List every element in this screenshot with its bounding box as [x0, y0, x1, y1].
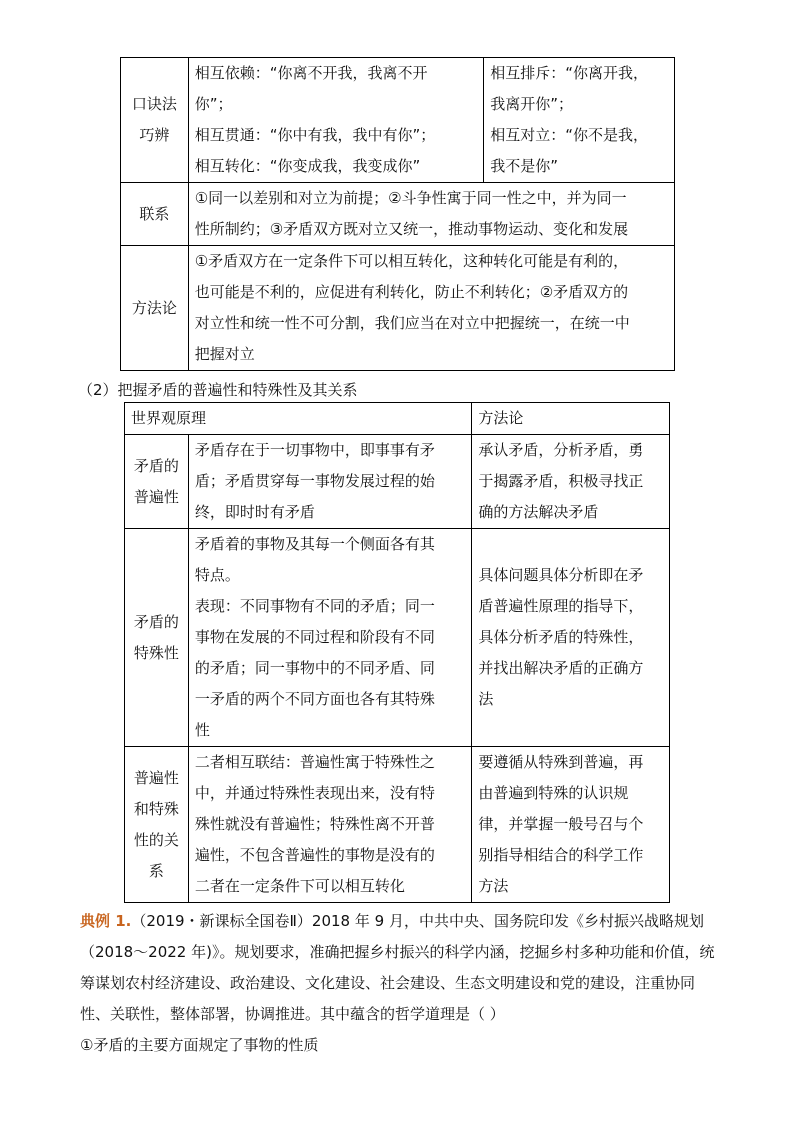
cell-line: 性	[194, 721, 210, 739]
cell-line: 的矛盾；同一事物中的不同矛盾、同	[194, 659, 435, 677]
contradiction-table	[120, 57, 675, 371]
cell-line: 我不是你”	[490, 157, 559, 175]
example-line: （2018～2022 年)》。规划要求，准确把握乡村振兴的科学内涵，挖掘乡村多种功能和价值，统	[80, 943, 715, 961]
cell-line: ①矛盾双方在一定条件下可以相互转化，这种转化可能是有利的，	[194, 252, 629, 270]
example-line: 性、关联性，整体部署，协调推进。其中蕴含的哲学道理是（ ）	[80, 1005, 505, 1023]
example-question	[80, 906, 720, 1061]
table-header-row	[125, 403, 670, 435]
section-heading: （2）把握矛盾的普遍性和特殊性及其关系	[78, 381, 358, 399]
label-line: 特殊性	[133, 643, 179, 662]
cell-line: 方法	[478, 877, 509, 895]
cell-line: 也可能是不利的，应促进有利转化，防止不利转化；②矛盾双方的	[194, 283, 629, 301]
cell-line: 确的方法解决矛盾	[478, 503, 599, 521]
cell-line: 遍性，不包含普遍性的事物是没有的	[194, 846, 435, 864]
row-label	[121, 58, 189, 183]
cell-line: 相互对立：“你不是我，	[490, 126, 649, 144]
cell-line: 相互转化：“你变成我，我变成你”	[194, 157, 421, 175]
universality-particularity-table	[124, 402, 670, 903]
method-cell	[472, 747, 670, 903]
method-cell	[472, 529, 670, 747]
option-line: ①矛盾的主要方面规定了事物的性质	[80, 1036, 319, 1054]
label-line: 系	[148, 861, 164, 880]
table-row	[121, 183, 675, 246]
method-cell	[472, 435, 670, 529]
cell-line: ①同一以差别和对立为前提；②斗争性寓于同一性之中，并为同一	[194, 189, 627, 207]
cell-line: 相互贯通：“你中有我，我中有你”；	[194, 126, 436, 144]
cell-line: 把握对立	[194, 345, 255, 363]
cell-line: 由普遍到特殊的认识规	[478, 784, 629, 802]
methodology-cell	[188, 246, 674, 371]
cell-line: 法	[478, 690, 494, 708]
cell-line: 我离开你”；	[490, 95, 574, 113]
column-header: 方法论	[472, 403, 670, 435]
example-label: 典例 1.	[80, 912, 132, 930]
relation-cell	[188, 183, 674, 246]
example-line: 筹谋划农村经济建设、政治建设、文化建设、社会建设、生态文明建设和党的建设，注重协同	[80, 974, 696, 992]
row-label	[125, 529, 189, 747]
column-header: 世界观原理	[125, 403, 472, 435]
cell-line: 你”；	[194, 95, 233, 113]
cell-line: 相互依赖：“你离不开我，我离不开	[194, 64, 428, 82]
cell-line: 二者相互联结：普遍性寓于特殊性之	[194, 753, 435, 771]
label-line: 性的关	[133, 830, 179, 849]
cell-line: 相互排斥：“你离开我，	[490, 64, 649, 82]
cell-line: 承认矛盾，分析矛盾，勇	[478, 441, 644, 459]
cell-line: 性所制约；③矛盾双方既对立又统一，推动事物运动、变化和发展	[194, 220, 629, 238]
cell-line: 事物在发展的不同过程和阶段有不同	[194, 628, 435, 646]
principle-cell	[188, 435, 471, 529]
cell-line: 具体分析矛盾的特殊性，	[478, 628, 644, 646]
cell-line: 具体问题具体分析即在矛	[478, 566, 644, 584]
label-line: 口诀法	[131, 95, 177, 113]
row-label	[121, 246, 189, 371]
cell-line: 中，并通过特殊性表现出来，没有特	[194, 784, 435, 802]
table-row	[121, 246, 675, 371]
cell-line: 表现：不同事物有不同的矛盾；同一	[194, 597, 435, 615]
cell-line: 别指导相结合的科学工作	[478, 846, 644, 864]
cell-line: 盾普遍性原理的指导下，	[478, 597, 644, 615]
label-line: 联系	[139, 204, 170, 223]
cell-line: 要遵循从特殊到普遍，再	[478, 753, 644, 771]
label-line: 矛盾的	[133, 456, 179, 475]
principle-cell	[188, 529, 471, 747]
example-text: （2019・新课标全国卷Ⅱ）2018 年 9 月，中共中央、国务院印发《乡村振兴战略规划	[131, 912, 704, 930]
cell-line: 盾；矛盾贯穿每一事物发展过程的始	[194, 472, 435, 490]
label-line: 方法论	[131, 298, 177, 317]
cell-line: 对立性和统一性不可分割，我们应当在对立中把握统一，在统一中	[194, 314, 630, 332]
cell-line: 并找出解决矛盾的正确方	[478, 659, 644, 677]
row-label	[125, 435, 189, 529]
identity-cell	[188, 58, 484, 183]
example-line	[80, 906, 720, 937]
cell-line: 二者在一定条件下可以相互转化	[194, 877, 405, 895]
cell-line: 特点。	[194, 566, 240, 584]
principle-cell	[188, 747, 471, 903]
cell-line: 一矛盾的两个不同方面也各有其特殊	[194, 690, 435, 708]
table-row	[125, 435, 670, 529]
cell-line: 终，即时时有矛盾	[194, 503, 315, 521]
cell-line: 矛盾存在于一切事物中，即事事有矛	[194, 441, 435, 459]
table-row	[125, 747, 670, 903]
cell-line: 殊性就没有普遍性；特殊性离不开普	[194, 815, 435, 833]
label-line: 普遍性	[133, 768, 179, 787]
struggle-cell	[484, 58, 675, 183]
row-label	[125, 747, 189, 903]
row-label	[121, 183, 189, 246]
label-line: 矛盾的	[133, 612, 179, 631]
label-line: 普遍性	[133, 487, 179, 506]
label-line: 巧辨	[139, 126, 170, 144]
table-row	[121, 58, 675, 183]
cell-line: 矛盾着的事物及其每一个侧面各有其	[194, 535, 435, 553]
cell-line: 律，并掌握一般号召与个	[478, 815, 644, 833]
label-line: 和特殊	[133, 799, 179, 818]
cell-line: 于揭露矛盾，积极寻找正	[478, 472, 644, 490]
table-row	[125, 529, 670, 747]
